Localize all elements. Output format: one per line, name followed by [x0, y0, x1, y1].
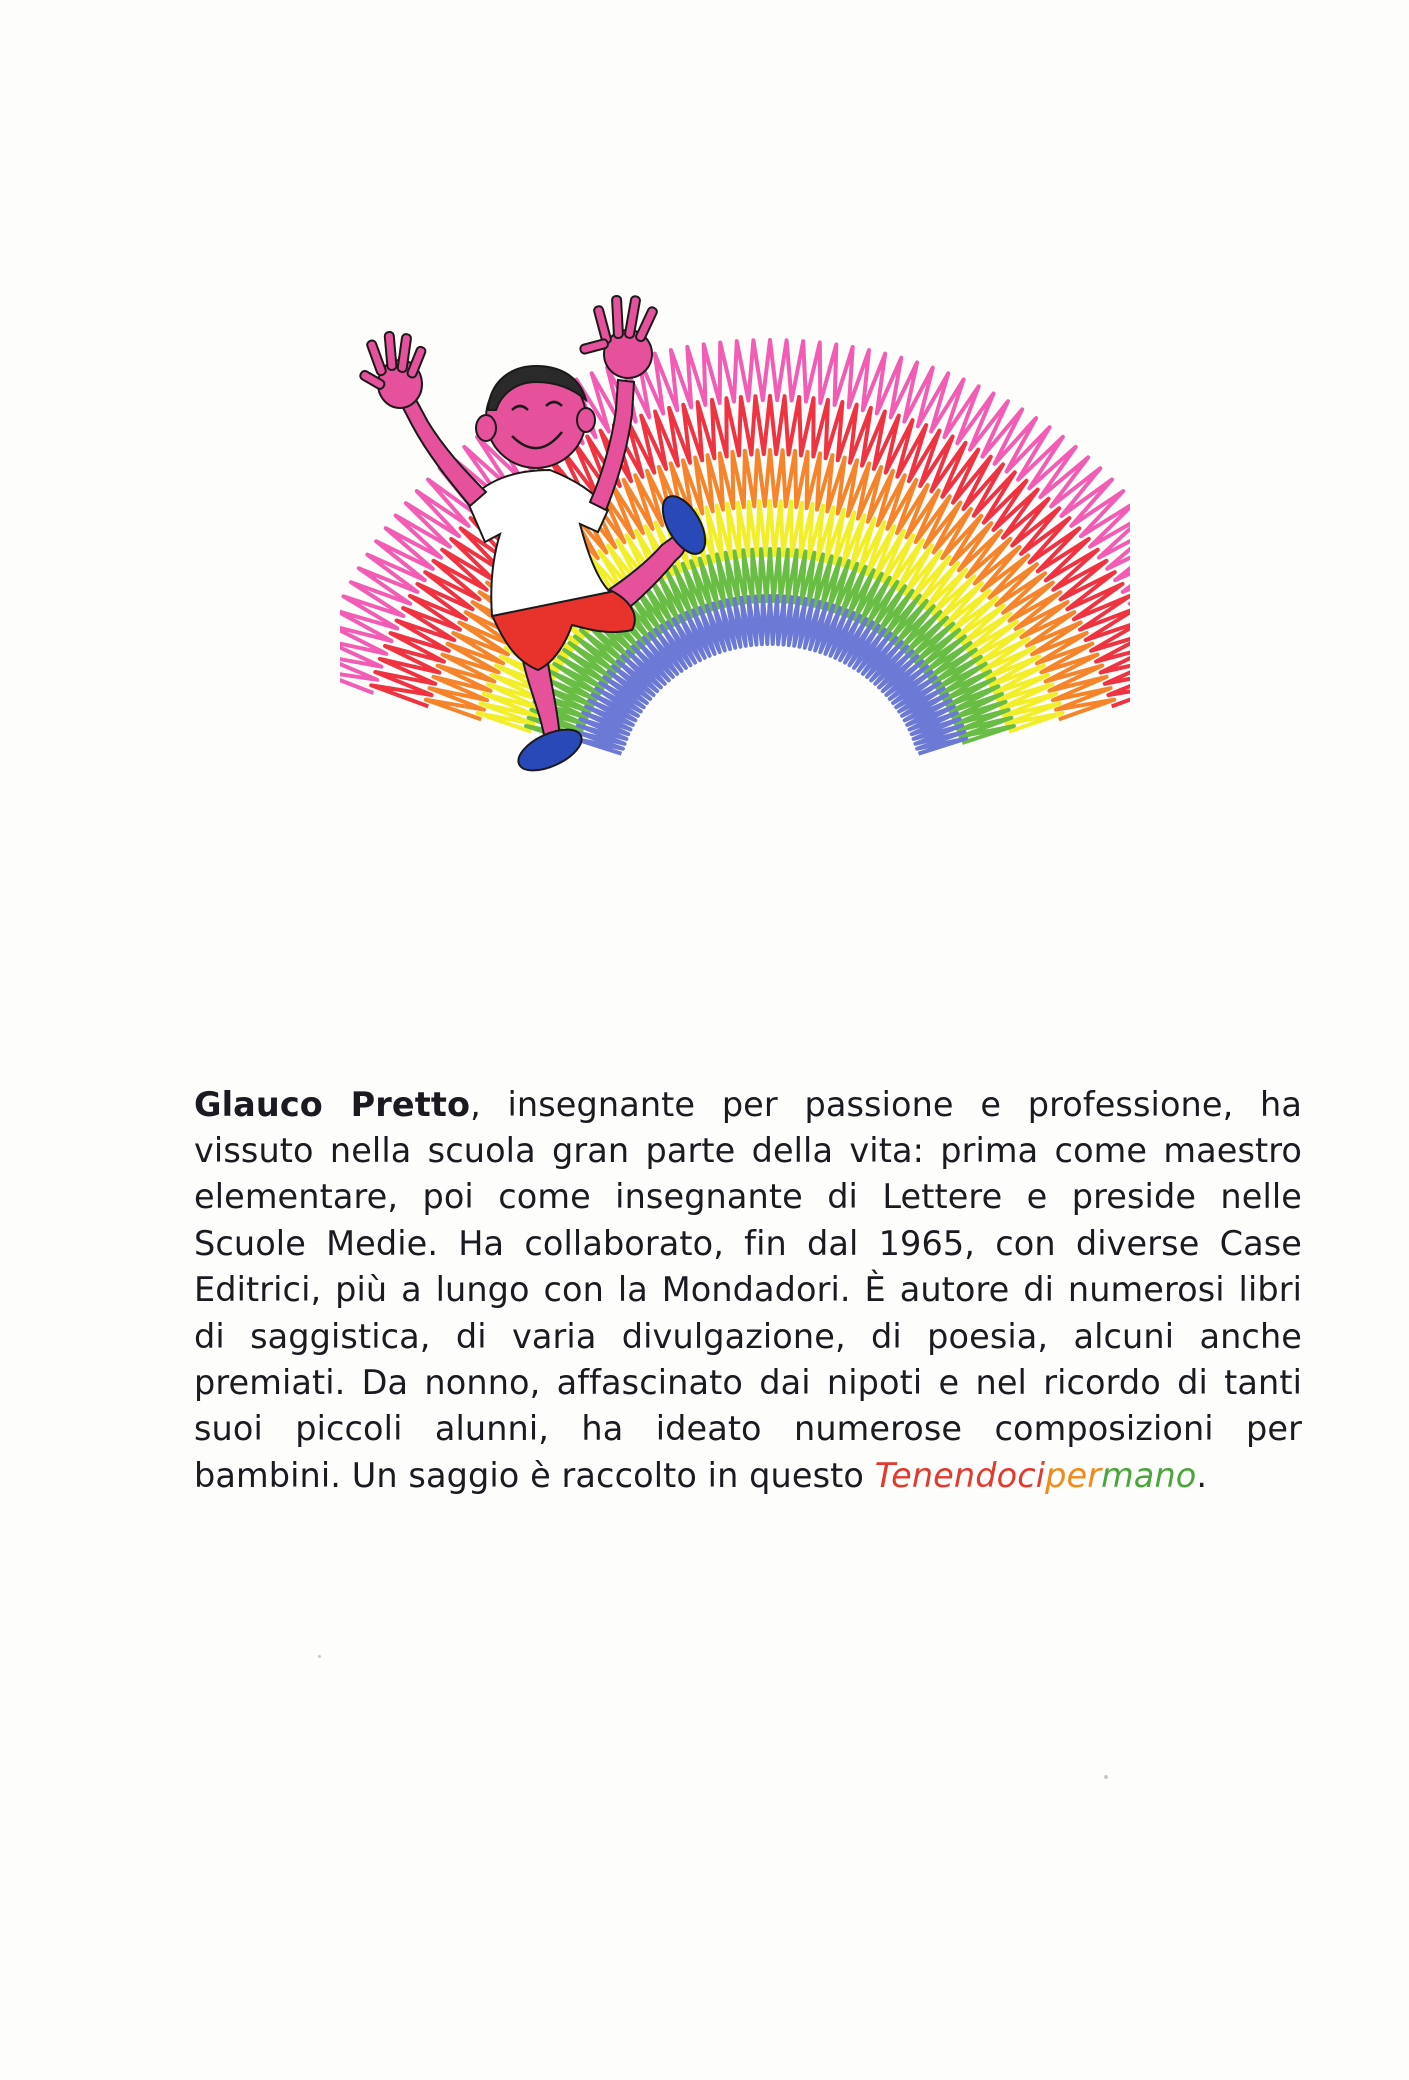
rainbow-scribble — [340, 340, 1130, 754]
book-title-part-3: mano — [1101, 1455, 1197, 1495]
right-hand — [579, 296, 658, 378]
book-title — [875, 1456, 1197, 1495]
paper-speck — [1104, 1775, 1108, 1779]
book-title-part-2: per — [1045, 1455, 1102, 1495]
right-ear — [577, 408, 595, 432]
paper-speck — [318, 1655, 321, 1658]
biography-text: , insegnante per passione e professione, ha vissuto nella scuola gran parte della vita: prima come maestro elementare, poi come insegnante di Lettere e preside nelle Scuole Medie. Ha collaborato, fin dal 1965, con diverse Case Editrici, più a lungo con la Mondadori. È autore di numerosi libri di saggistica, di varia divulgazione, di poesia, alcuni anche premiati. Da nonno, affascinato dai nipoti e nel ricordo di tanti suoi piccoli alunni, ha ideato numerose composizioni per bambini. Un saggio è raccolto in questo — [194, 1084, 1302, 1495]
author-name: Glauco Pretto — [194, 1084, 471, 1124]
rainbow-child-illustration — [340, 270, 1130, 890]
book-title-part-1: Tenendoci — [874, 1455, 1046, 1495]
left-hand — [359, 332, 427, 408]
biography-end: . — [1196, 1455, 1208, 1495]
left-ear — [476, 415, 496, 441]
author-biography — [194, 1082, 1302, 1500]
